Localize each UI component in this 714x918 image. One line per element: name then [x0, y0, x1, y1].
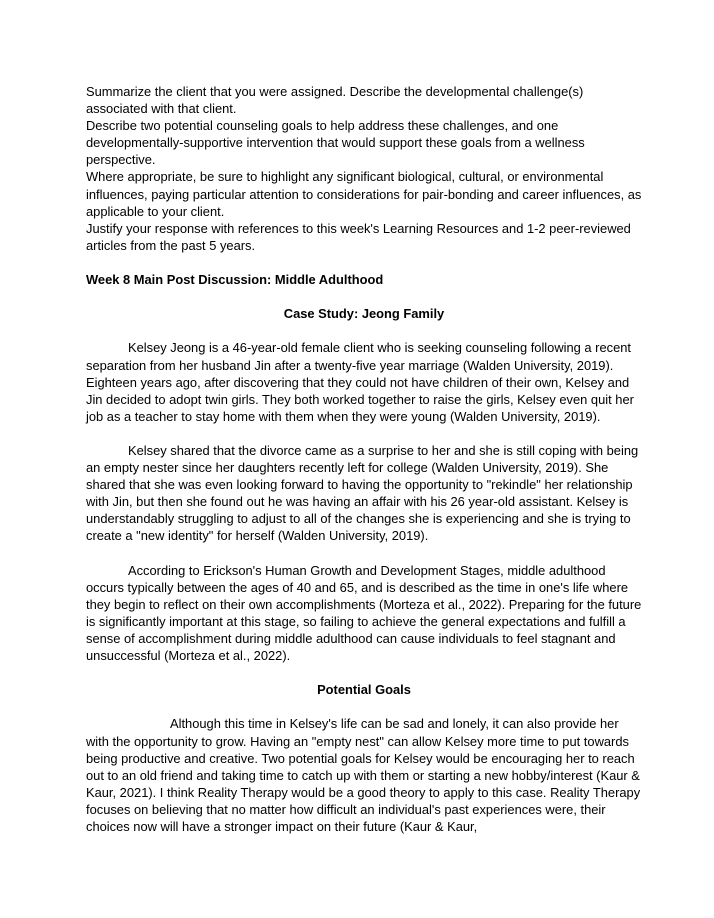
spacer [86, 254, 642, 271]
assignment-prompt [86, 83, 642, 254]
case-paragraph-divorce: Kelsey shared that the divorce came as a surprise to her and she is still coping with being an empty nester since her daughters recently left for college (Walden University, 2019). She shared that she was even looking forward to having the opportunity to "rekindle" her relationship with Jin, but then she found out he was having an affair with his 26 year-old assistant. Kelsey is understandably struggling to adjust to all of the changes she is experiencing and she is trying to create a "new identity" for herself (Walden University, 2019). [86, 442, 639, 544]
case-study-heading: Case Study: Jeong Family [283, 306, 445, 322]
spacer [86, 664, 642, 681]
case-paragraph-intro: Kelsey Jeong is a 46-year-old female client who is seeking counseling following a recent separation from her husband Jin after a twenty-five year marriage (Walden University, 2019). Eighteen years ago, after discovering that they could not have children of their own, Kelsey and Jin decided to adopt twin girls. They both worked together to raise the girls, Kelsey even quit her job as a teacher to stay home with them when they were young (Walden University, 2019). [86, 340, 634, 424]
goals-paragraph: Although this time in Kelsey's life can be sad and lonely, it can also provide her with the opportunity to grow. Having an "empty nest" can allow Kelsey more time to put towards being productive and creative. Two potential goals for Kelsey would be encouraging her to reach out to an old friend and taking time to catch up with them or starting a new hobby/interest (Kaur & Kaur, 2021). I think Reality Therapy would be a good theory to apply to this case. Reality Therapy focuses on believing that no matter how difficult an individual's past experiences were, their choices now will have a stronger impact on their future (Kaur & Kaur, [86, 716, 641, 835]
prompt-line-summarize: Summarize the client that you were assigned. Describe the developmental challenge(s) associated with that client. [86, 84, 584, 117]
spacer [86, 425, 642, 442]
spacer [86, 545, 642, 562]
spacer [86, 288, 642, 305]
document-page [86, 83, 642, 835]
spacer [86, 322, 642, 339]
potential-goals-heading: Potential Goals [317, 682, 411, 698]
prompt-line-justify: Justify your response with references to this week's Learning Resources and 1-2 peer-reviewed articles from the past 5 years. [86, 220, 631, 253]
prompt-line-goals: Describe two potential counseling goals to help address these challenges, and one developmentally-supportive intervention that would support these goals from a wellness perspective. [86, 118, 585, 168]
spacer [86, 698, 642, 715]
post-title: Week 8 Main Post Discussion: Middle Adulthood [86, 272, 384, 288]
case-paragraph-erickson: According to Erickson's Human Growth and Development Stages, middle adulthood occurs typically between the ages of 40 and 65, and is described as the time in one's life where they begin to reflect on their own accomplishments (Morteza et al., 2022). Preparing for the future is significantly important at this stage, so failing to achieve the general expectations and fulfill a sense of accomplishment during middle adulthood can cause individuals to feel stagnant and unsuccessful (Morteza et al., 2022). [86, 562, 642, 664]
prompt-line-influences: Where appropriate, be sure to highlight any significant biological, cultural, or environmental influences, paying particular attention to considerations for pair-bonding and career influences, as applicable to your client. [86, 169, 642, 219]
